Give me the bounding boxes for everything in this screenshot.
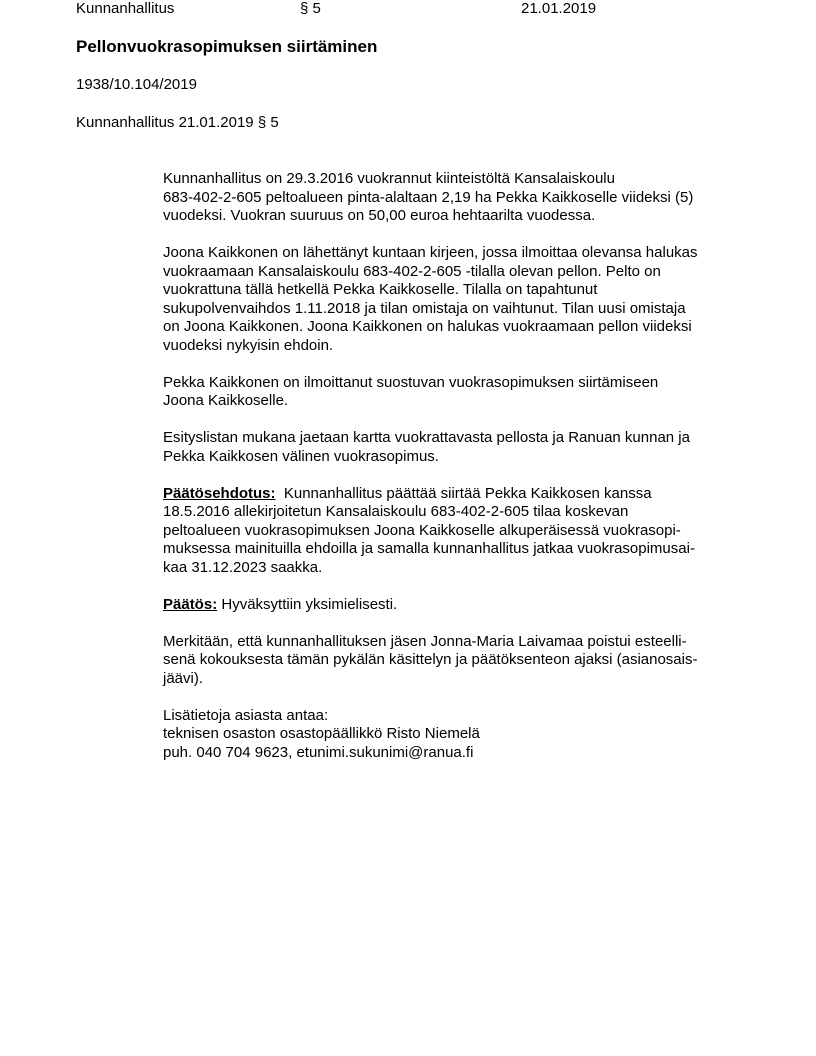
text-line: Merkitään, että kunnanhallituksen jäsen Jonna-Maria Laivamaa poistui esteelli-: [163, 632, 687, 650]
document-body: [163, 170, 763, 781]
text-line: 683-402-2-605 peltoalueen pinta-alaltaan 2,19 ha Pekka Kaikkoselle viideksi (5): [163, 188, 694, 206]
decision-label: Päätös:: [163, 595, 218, 613]
paragraph: [163, 244, 763, 355]
text-line: jäävi).: [163, 669, 204, 687]
note: [163, 633, 763, 689]
text-line: Pekka Kaikkosen välinen vuokrasopimus.: [163, 447, 439, 465]
text-line: Kunnanhallitus on 29.3.2016 vuokrannut kiinteistöltä Kansalaiskoulu: [163, 170, 615, 187]
text-line: muksessa mainituilla ehdoilla ja samalla kunnanhallitus jatkaa vuokrasopimusai-: [163, 540, 695, 557]
paragraph: [163, 429, 763, 466]
meeting-reference: Kunnanhallitus 21.01.2019 § 5: [76, 114, 279, 131]
text-line: puh. 040 704 9623, etunimi.sukunimi@ranua.fi: [163, 743, 474, 761]
text-line: vuodeksi. Vuokran suuruus on 50,00 euroa hehtaarilta vuodessa.: [163, 207, 596, 224]
text-line: Joona Kaikkoselle.: [163, 392, 289, 409]
text-line: on Joona Kaikkonen. Joona Kaikkonen on halukas vuokraamaan pellon viideksi: [163, 318, 692, 335]
header-body: Kunnanhallitus: [76, 0, 175, 17]
text-line: Joona Kaikkonen on lähettänyt kuntaan kirjeen, jossa ilmoittaa olevansa halukas: [163, 244, 698, 261]
text-line: Pekka Kaikkonen on ilmoittanut suostuvan vuokrasopimuksen siirtämiseen: [163, 373, 659, 391]
text-line: vuodeksi nykyisin ehdoin.: [163, 336, 334, 354]
text-line: teknisen osaston osastopäällikkö Risto Niemelä: [163, 725, 480, 742]
text-line: 18.5.2016 allekirjoitetun Kansalaiskoulu 683-402-2-605 tilaa koskevan: [163, 503, 629, 520]
page-title: Pellonvuokrasopimuksen siirtäminen: [76, 37, 378, 56]
contact-info: [163, 707, 763, 763]
diary-number: 1938/10.104/2019: [76, 76, 197, 93]
text-line: vuokraamaan Kansalaiskoulu 683-402-2-605 -tilalla olevan pellon. Pelto on: [163, 262, 661, 280]
paragraph: [163, 374, 763, 411]
text-line: sukupolvenvaihdos 1.11.2018 ja tilan omistaja on vaihtunut. Tilan uusi omistaja: [163, 299, 686, 317]
text-line: Esityslistan mukana jaetaan kartta vuokrattavasta pellosta ja Ranuan kunnan ja: [163, 429, 690, 446]
text-line: vuokrattuna tällä hetkellä Pekka Kaikkoselle. Tilalla on tapahtunut: [163, 281, 598, 298]
decision-text: Hyväksyttiin yksimielisesti.: [217, 595, 398, 613]
text-line: peltoalueen vuokrasopimuksen Joona Kaikkoselle alkuperäisessä vuokrasopi-: [163, 521, 681, 539]
text-line: Kunnanhallitus päättää siirtää Pekka Kaikkosen kanssa: [275, 484, 652, 502]
text-line: Lisätietoja asiasta antaa:: [163, 706, 329, 724]
text-line: kaa 31.12.2023 saakka.: [163, 558, 323, 576]
text-line: senä kokouksesta tämän pykälän käsittelyn ja päätöksenteon ajaksi (asianosais-: [163, 651, 698, 668]
header-date: 21.01.2019: [521, 0, 597, 17]
proposal-label: Päätösehdotus:: [163, 484, 276, 502]
paragraph: [163, 170, 763, 226]
header-section: § 5: [300, 0, 321, 17]
proposal: [163, 485, 763, 578]
decision: [163, 596, 763, 615]
